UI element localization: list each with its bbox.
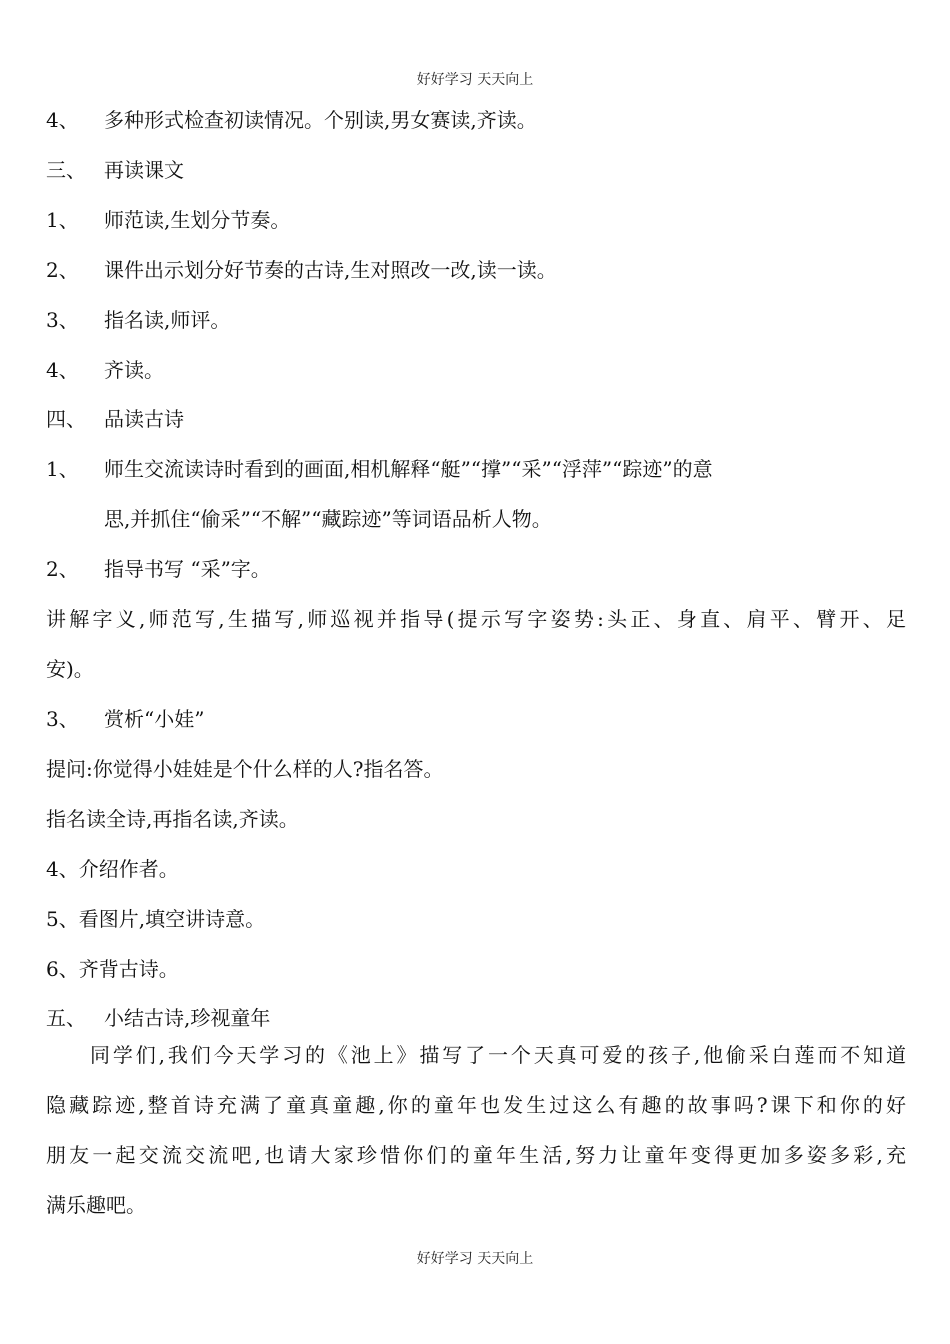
paragraph-line: 满乐趣吧。 [46, 1193, 146, 1217]
item-number: 四、 [46, 407, 86, 431]
text-line: 4、介绍作者。 [46, 857, 179, 881]
text-line: 5、看图片,填空讲诗意。 [46, 907, 266, 931]
paragraph-line: 朋友一起交流交流吧,也请大家珍惜你们的童年生活,努力让童年变得更加多姿多彩,充 [46, 1143, 906, 1167]
item-text: 多种形式检查初读情况。个别读,男女赛读,齐读。 [104, 108, 537, 132]
item-text: 课件出示划分好节奏的古诗,生对照改一改,读一读。 [104, 258, 557, 282]
closing-paragraph [46, 1041, 906, 1219]
list-item [46, 455, 713, 483]
list-item [46, 256, 557, 284]
item-number: 2、 [46, 557, 79, 581]
item-text: 师范读,生划分节奏。 [104, 208, 291, 232]
list-item-continuation [104, 505, 552, 533]
item-text: 指名读,师评。 [104, 308, 231, 332]
section-heading [46, 1004, 270, 1032]
text-line: 讲解字义,师范写,生描写,师巡视并指导(提示写字姿势:头正、身直、肩平、臂开、足 [46, 607, 906, 631]
text-line: 指名读全诗,再指名读,齐读。 [46, 807, 299, 831]
text-line: 安)。 [46, 657, 94, 681]
item-number: 1、 [46, 208, 79, 232]
item-number: 4、 [46, 358, 79, 382]
list-item [46, 356, 164, 384]
item-text: 思,并抓住“偷采”“不解”“藏踪迹”等词语品析人物。 [104, 507, 552, 531]
page-footer: 好好学习 天天向上 [416, 1251, 534, 1267]
list-item [46, 206, 290, 234]
item-number: 3、 [46, 707, 79, 731]
item-text: 指导书写 “采”字。 [104, 557, 271, 581]
item-number: 3、 [46, 308, 79, 332]
text-line: 提问:你觉得小娃娃是个什么样的人?指名答。 [46, 757, 444, 781]
item-number: 2、 [46, 258, 79, 282]
item-number: 三、 [46, 158, 86, 182]
paragraph-line: 同学们,我们今天学习的《池上》描写了一个天真可爱的孩子,他偷采白莲而不知道 [90, 1043, 906, 1067]
list-item [46, 306, 230, 334]
item-text: 再读课文 [104, 158, 184, 182]
paragraph-line: 隐藏踪迹,整首诗充满了童真童趣,你的童年也发生过这么有趣的故事吗?课下和你的好 [46, 1093, 906, 1117]
item-text: 品读古诗 [104, 407, 184, 431]
text-line: 6、齐背古诗。 [46, 957, 179, 981]
page-header: 好好学习 天天向上 [416, 72, 534, 88]
item-text: 齐读。 [104, 358, 164, 382]
list-item [46, 705, 204, 733]
list-item [46, 555, 271, 583]
item-number: 五、 [46, 1006, 86, 1030]
item-number: 4、 [46, 108, 79, 132]
item-text: 师生交流读诗时看到的画面,相机解释“艇”“撑”“采”“浮萍”“踪迹”的意 [104, 457, 713, 481]
item-number: 1、 [46, 457, 79, 481]
list-item [46, 106, 537, 134]
section-heading [46, 156, 184, 184]
item-text: 赏析“小娃” [104, 707, 205, 731]
item-text: 小结古诗,珍视童年 [104, 1006, 271, 1030]
section-heading [46, 405, 184, 433]
